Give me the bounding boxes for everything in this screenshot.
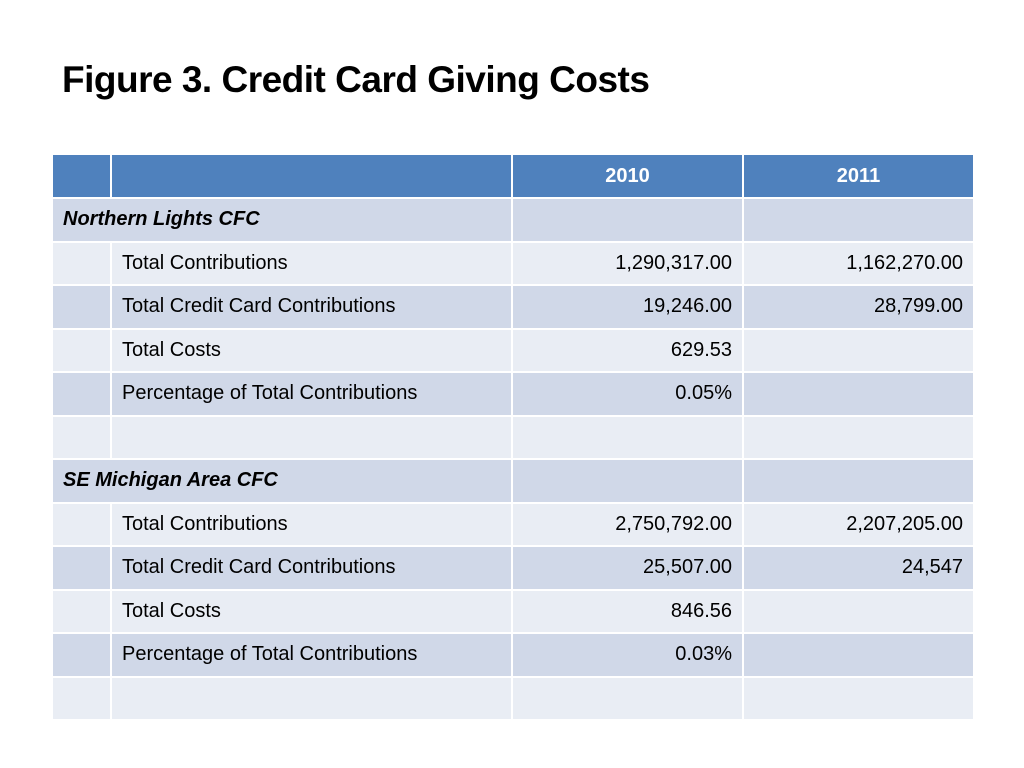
table-header-row [52,154,974,198]
header-cell-blank-2 [111,154,512,198]
value-2011 [743,372,974,416]
group-row-northern-lights [52,198,974,242]
empty-cell [111,677,512,721]
value-2011: 28,799.00 [743,285,974,329]
spacer-row [52,677,974,721]
value-2011 [743,329,974,373]
table-row [52,242,974,286]
value-2011: 2,207,205.00 [743,503,974,547]
header-cell-2010: 2010 [512,154,743,198]
empty-cell [512,459,743,503]
group-row-se-michigan [52,459,974,503]
indent-cell [52,242,111,286]
empty-cell [512,677,743,721]
row-label: Percentage of Total Contributions [111,633,512,677]
table-row [52,329,974,373]
empty-cell [512,198,743,242]
row-label: Total Credit Card Contributions [111,285,512,329]
indent-cell [52,285,111,329]
row-label: Total Contributions [111,503,512,547]
table-row [52,546,974,590]
empty-cell [52,677,111,721]
group-name: SE Michigan Area CFC [52,459,512,503]
indent-cell [52,633,111,677]
row-label: Total Credit Card Contributions [111,546,512,590]
table-row [52,503,974,547]
value-2010: 25,507.00 [512,546,743,590]
row-label: Total Costs [111,329,512,373]
page-title: Figure 3. Credit Card Giving Costs [62,59,650,100]
value-2011: 24,547 [743,546,974,590]
value-2010: 1,290,317.00 [512,242,743,286]
group-name: Northern Lights CFC [52,198,512,242]
indent-cell [52,503,111,547]
value-2010: 0.03% [512,633,743,677]
credit-card-costs-table [51,153,975,721]
row-label: Total Costs [111,590,512,634]
value-2011 [743,633,974,677]
value-2010: 846.56 [512,590,743,634]
value-2010: 19,246.00 [512,285,743,329]
row-label: Total Contributions [111,242,512,286]
value-2011: 1,162,270.00 [743,242,974,286]
row-label: Percentage of Total Contributions [111,372,512,416]
value-2010: 629.53 [512,329,743,373]
indent-cell [52,329,111,373]
table-row [52,590,974,634]
indent-cell [52,372,111,416]
table-row [52,633,974,677]
empty-cell [743,416,974,460]
empty-cell [111,416,512,460]
spacer-row [52,416,974,460]
empty-cell [52,416,111,460]
empty-cell [743,198,974,242]
value-2010: 0.05% [512,372,743,416]
empty-cell [512,416,743,460]
indent-cell [52,590,111,634]
header-cell-2011: 2011 [743,154,974,198]
indent-cell [52,546,111,590]
value-2010: 2,750,792.00 [512,503,743,547]
table-row [52,285,974,329]
table-row [52,372,974,416]
empty-cell [743,459,974,503]
value-2011 [743,590,974,634]
header-cell-blank-1 [52,154,111,198]
empty-cell [743,677,974,721]
